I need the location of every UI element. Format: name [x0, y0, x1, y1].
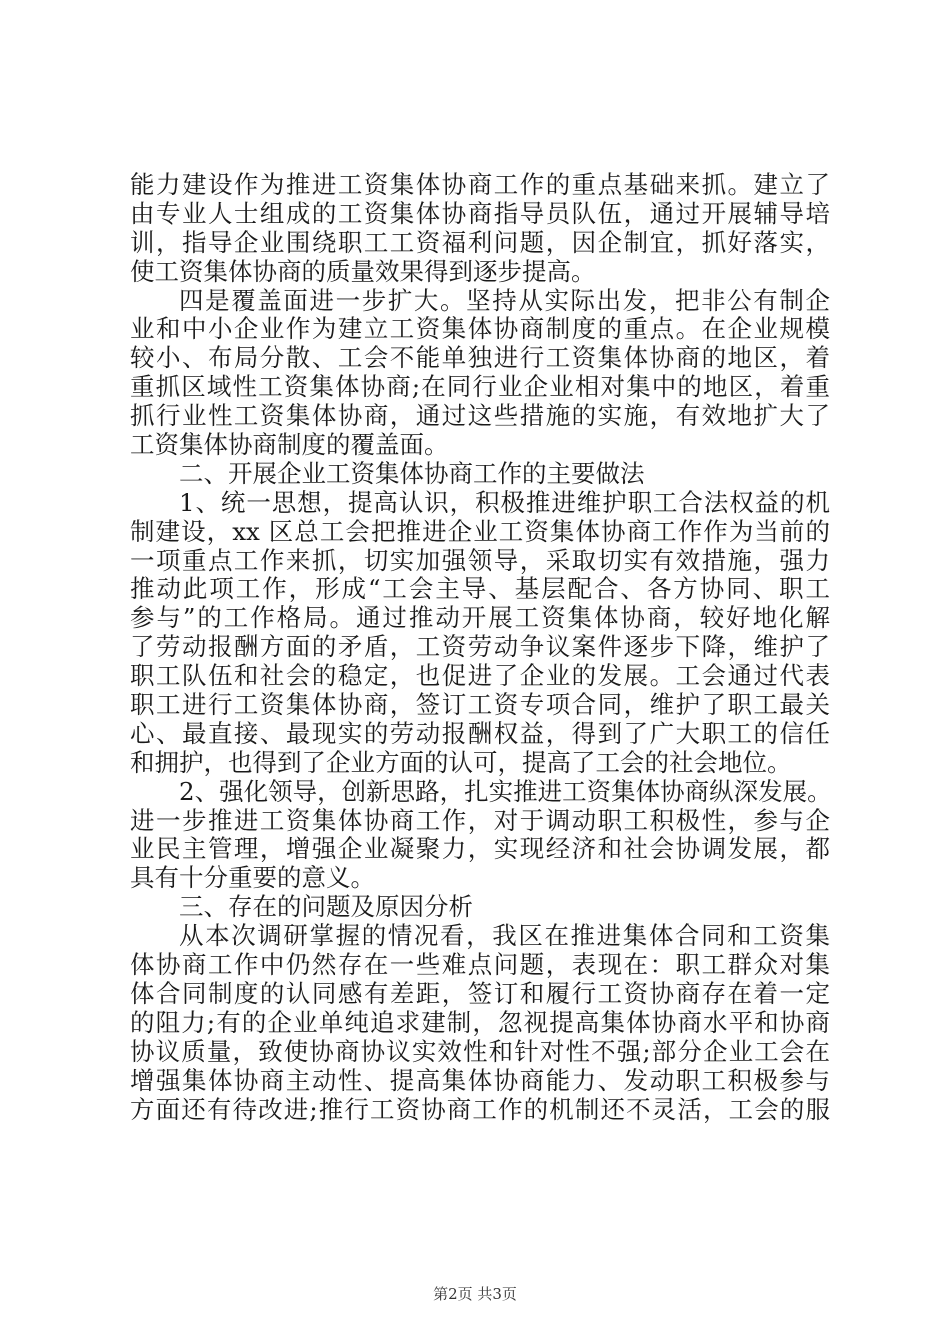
text-line: 进一步推进工资集体协商工作，对于调动职工积极性，参与企: [130, 805, 830, 835]
text-line: 使工资集体协商的质量效果得到逐步提高。: [130, 256, 596, 286]
text-line: 体合同制度的认同感有差距，签订和履行工资协商存在着一定: [130, 978, 830, 1008]
text-line: 推动此项工作，形成“工会主导、基层配合、各方协同、职工: [130, 574, 830, 604]
section-heading: 二、开展企业工资集体协商工作的主要做法: [179, 458, 645, 488]
text-line: 工资集体协商制度的覆盖面。: [130, 430, 449, 460]
text-line: 业民主管理，增强企业凝聚力，实现经济和社会协调发展，都: [130, 834, 830, 864]
text-line: 抓行业性工资集体协商，通过这些措施的实施，有效地扩大了: [130, 401, 830, 431]
text-line: 业和中小企业作为建立工资集体协商制度的重点。在企业规模: [130, 314, 830, 344]
paragraph-start-line: 2、强化领导，创新思路，扎实推进工资集体协商纵深发展。: [179, 776, 832, 806]
text-line: 能力建设作为推进工资集体协商工作的重点基础来抓。建立了: [130, 170, 830, 199]
text-line: 制建设，xx 区总工会把推进企业工资集体协商工作作为当前的: [130, 516, 830, 546]
paragraph-start-line: 1、统一思想，提高认识，积极推进维护职工合法权益的机: [179, 487, 830, 517]
text-line: 职工队伍和社会的稳定，也促进了企业的发展。工会通过代表: [130, 661, 830, 691]
section-heading: 三、存在的问题及原因分析: [179, 892, 473, 922]
text-line: 体协商工作中仍然存在一些难点问题，表现在：职工群众对集: [130, 950, 830, 980]
text-line: 一项重点工作来抓，切实加强领导，采取切实有效措施，强力: [130, 545, 830, 575]
document-body: [130, 171, 830, 1124]
text-line: 较小、布局分散、工会不能单独进行工资集体协商的地区，着: [130, 343, 830, 373]
text-line: 协议质量，致使协商协议实效性和针对性不强;部分企业工会在: [130, 1036, 830, 1066]
text-line: 的阻力;有的企业单纯追求建制，忽视提高集体协商水平和协商: [130, 1007, 830, 1037]
text-line: 心、最直接、最现实的劳动报酬权益，得到了广大职工的信任: [130, 718, 830, 748]
text-line: 参与”的工作格局。通过推动开展工资集体协商，较好地化解: [130, 603, 830, 633]
text-line: 由专业人士组成的工资集体协商指导员队伍，通过开展辅导培: [130, 198, 830, 228]
text-line: 重抓区域性工资集体协商;在同行业企业相对集中的地区，着重: [130, 372, 830, 402]
text-line: 具有十分重要的意义。: [130, 863, 375, 893]
text-line: 训，指导企业围绕职工工资福利问题，因企制宜，抓好落实，: [130, 227, 830, 257]
text-line: 和拥护，也得到了企业方面的认可，提高了工会的社会地位。: [130, 747, 792, 777]
paragraph-start-line: 四是覆盖面进一步扩大。坚持从实际出发，把非公有制企: [179, 285, 830, 315]
text-line: 了劳动报酬方面的矛盾，工资劳动争议案件逐步下降，维护了: [130, 632, 830, 662]
paragraph-start-line: 从本次调研掌握的情况看，我区在推进集体合同和工资集: [179, 921, 830, 951]
text-line: 方面还有待改进;推行工资协商工作的机制还不灵活，工会的服: [130, 1094, 830, 1124]
page-number-footer: 第2页 共3页: [433, 1285, 517, 1303]
text-line: 职工进行工资集体协商，签订工资专项合同，维护了职工最关: [130, 690, 830, 720]
text-line: 增强集体协商主动性、提高集体协商能力、发动职工积极参与: [130, 1065, 830, 1095]
